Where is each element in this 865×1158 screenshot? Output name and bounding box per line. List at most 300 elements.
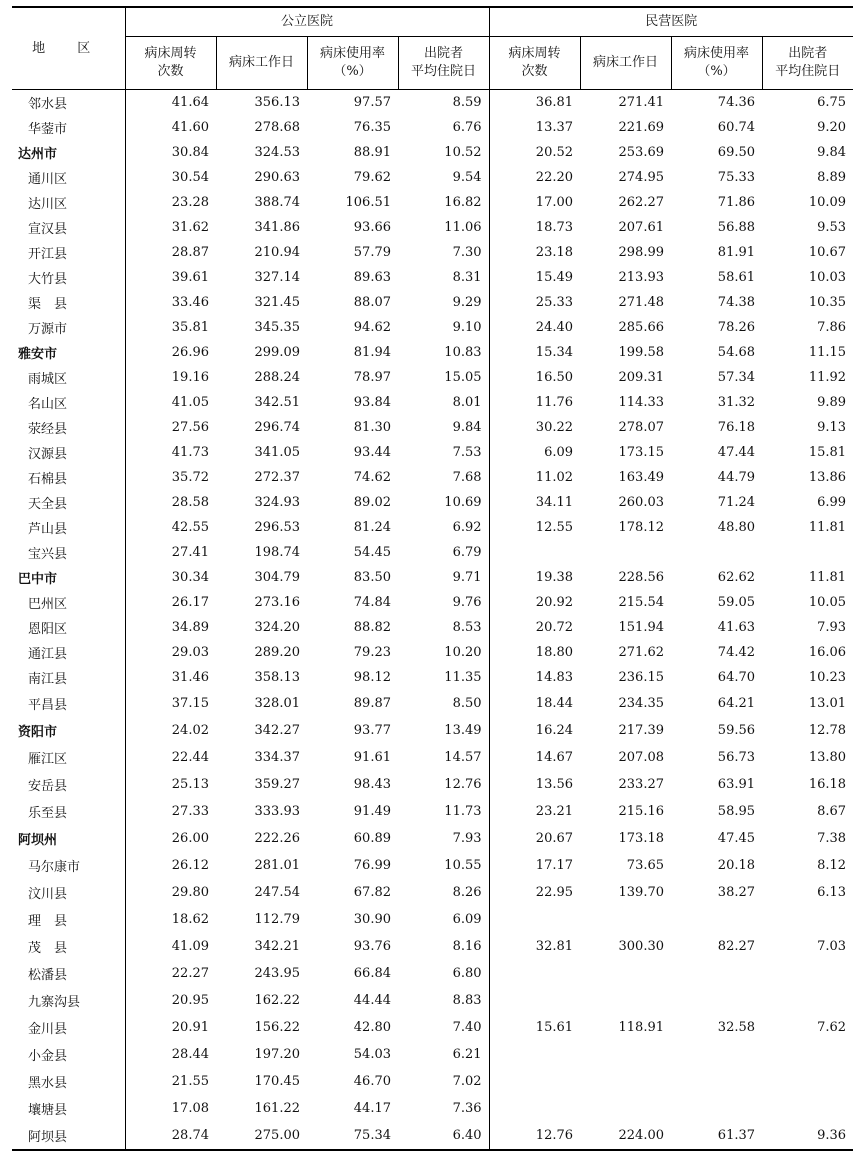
region-name: 马尔康市 [12, 852, 125, 879]
table-row [12, 987, 853, 1014]
private-value-cell: 9.84 [817, 145, 847, 160]
public-value-cell: 27.56 [171, 420, 209, 435]
private-value-cell [489, 987, 580, 1014]
region-name: 大竹县 [12, 265, 125, 290]
public-value-cell: 89.63 [353, 270, 391, 285]
private-value-cell: 34.11 [535, 495, 574, 510]
public-value-cell: 11.06 [398, 215, 489, 240]
public-value-cell: 304.79 [254, 570, 300, 585]
private-value-cell: 57.34 [717, 370, 756, 385]
private-value-cell: 215.16 [618, 804, 665, 819]
public-value-cell: 10.52 [398, 140, 489, 165]
public-value-cell: 81.30 [353, 420, 391, 435]
public-value-cell: 28.58 [171, 495, 209, 510]
public-value-cell: 30.84 [171, 145, 209, 160]
private-value-cell: 12.78 [808, 723, 847, 738]
public-value-cell: 76.35 [353, 120, 391, 135]
public-value-cell: 75.34 [307, 1122, 398, 1150]
public-value-cell: 6.80 [398, 960, 489, 987]
city-row [12, 340, 853, 365]
private-value-cell [580, 1095, 671, 1122]
table-row [12, 490, 853, 515]
public-value-cell: 15.05 [398, 365, 489, 390]
private-value-cell: 81.91 [717, 245, 756, 260]
private-value-cell [580, 960, 671, 987]
public-value-cell: 289.20 [254, 645, 300, 660]
table-row [12, 165, 853, 190]
private-value-cell: 300.30 [618, 939, 665, 954]
public-value-cell: 28.44 [171, 1047, 209, 1062]
private-value-cell: 6.99 [817, 495, 847, 510]
public-value-cell: 41.64 [171, 95, 209, 110]
table-row [12, 798, 853, 825]
private-value-cell [762, 1068, 853, 1095]
region-name: 宝兴县 [12, 540, 125, 565]
public-value-cell: 54.45 [353, 545, 391, 560]
private-value-cell: 173.18 [618, 831, 665, 846]
private-value-cell: 16.50 [535, 370, 574, 385]
public-value-cell: 30.90 [353, 912, 391, 927]
region-name: 阿坝县 [12, 1122, 125, 1150]
table-row [12, 390, 853, 415]
private-value-cell: 23.18 [535, 245, 574, 260]
public-value-cell: 74.62 [353, 470, 391, 485]
public-value-cell: 88.07 [353, 295, 391, 310]
private-value-cell: 20.52 [535, 145, 574, 160]
public-value-cell: 89.02 [353, 495, 391, 510]
public-value-cell: 9.54 [398, 165, 489, 190]
region-name: 渠 县 [12, 290, 125, 315]
private-value-cell [762, 1041, 853, 1068]
region-name: 安岳县 [12, 771, 125, 798]
private-value-cell: 234.35 [618, 696, 665, 711]
private-value-cell: 139.70 [618, 885, 665, 900]
private-value-cell: 6.75 [817, 95, 847, 110]
private-value-cell [671, 960, 762, 987]
public-value-cell: 247.54 [254, 885, 300, 900]
public-value-cell: 299.09 [254, 345, 300, 360]
public-value-cell: 9.71 [398, 565, 489, 590]
region-name: 华蓥市 [12, 115, 125, 140]
region-name: 通川区 [12, 165, 125, 190]
public-value-cell: 296.74 [254, 420, 300, 435]
col-header-turnover: 病床周转 次数 [125, 37, 216, 90]
public-value-cell: 27.33 [171, 804, 209, 819]
private-value-cell: 274.95 [618, 170, 665, 185]
private-value-cell: 48.80 [717, 520, 756, 535]
private-value-cell: 13.37 [535, 120, 574, 135]
private-value-cell: 74.42 [717, 645, 756, 660]
public-value-cell: 210.94 [254, 245, 300, 260]
private-value-cell: 32.58 [717, 1020, 756, 1035]
public-value-cell: 8.59 [398, 90, 489, 116]
private-value-cell: 44.79 [717, 470, 756, 485]
private-value-cell: 15.34 [535, 345, 574, 360]
private-value-cell [762, 906, 853, 933]
public-value-cell: 10.83 [398, 340, 489, 365]
public-value-cell: 44.44 [353, 993, 391, 1008]
public-value-cell: 27.41 [171, 545, 209, 560]
private-value-cell: 10.23 [808, 670, 847, 685]
public-value-cell: 35.72 [171, 470, 209, 485]
table-row [12, 615, 853, 640]
private-value-cell [671, 1068, 762, 1095]
public-value-cell: 41.60 [171, 120, 209, 135]
public-value-cell: 67.82 [353, 885, 391, 900]
region-name: 万源市 [12, 315, 125, 340]
table-row [12, 240, 853, 265]
table-row [12, 515, 853, 540]
private-value-cell: 298.99 [618, 245, 665, 260]
private-value-cell: 18.80 [535, 645, 574, 660]
private-value-cell: 11.81 [808, 520, 847, 535]
private-value-cell: 54.68 [717, 345, 756, 360]
table-row [12, 906, 853, 933]
private-value-cell: 114.33 [618, 395, 665, 410]
public-value-cell: 24.02 [171, 723, 209, 738]
public-value-cell: 342.21 [254, 939, 300, 954]
table-row [12, 852, 853, 879]
private-value-cell: 9.89 [817, 395, 847, 410]
private-value-cell: 73.65 [626, 858, 665, 873]
private-value-cell: 10.35 [808, 295, 847, 310]
public-value-cell: 39.61 [171, 270, 209, 285]
public-value-cell: 9.76 [398, 590, 489, 615]
public-value-cell: 11.35 [398, 665, 489, 690]
public-value-cell: 74.84 [353, 595, 391, 610]
region-name: 开江县 [12, 240, 125, 265]
public-value-cell: 98.12 [353, 670, 391, 685]
public-value-cell: 6.79 [398, 540, 489, 565]
private-value-cell: 9.20 [817, 120, 847, 135]
public-value-cell: 9.10 [398, 315, 489, 340]
table-row [12, 1041, 853, 1068]
private-value-cell [489, 906, 580, 933]
public-value-cell: 26.96 [171, 345, 209, 360]
public-value-cell: 91.49 [353, 804, 391, 819]
private-value-cell: 18.73 [535, 220, 574, 235]
private-value-cell: 209.31 [618, 370, 665, 385]
region-name: 宣汉县 [12, 215, 125, 240]
private-value-cell: 60.74 [717, 120, 756, 135]
public-hospital-header: 公立医院 [125, 7, 489, 37]
public-value-cell: 37.15 [171, 696, 209, 711]
public-value-cell: 334.37 [254, 750, 300, 765]
public-value-cell: 14.57 [398, 744, 489, 771]
private-value-cell: 38.27 [717, 885, 756, 900]
region-name: 通江县 [12, 640, 125, 665]
public-value-cell: 30.54 [171, 170, 209, 185]
private-value-cell: 12.55 [535, 520, 574, 535]
public-value-cell: 9.84 [398, 415, 489, 440]
private-value-cell: 71.86 [717, 195, 756, 210]
public-value-cell: 22.44 [171, 750, 209, 765]
private-value-cell [580, 987, 671, 1014]
public-value-cell: 93.66 [353, 220, 391, 235]
private-value-cell: 75.33 [717, 170, 756, 185]
col-header-workdays: 病床工作日 [580, 37, 671, 90]
private-value-cell: 32.81 [535, 939, 574, 954]
private-value-cell: 71.24 [717, 495, 756, 510]
table-row [12, 640, 853, 665]
private-value-cell: 47.44 [717, 445, 756, 460]
private-value-cell: 7.86 [817, 320, 847, 335]
private-value-cell [671, 987, 762, 1014]
private-value-cell: 11.92 [808, 370, 847, 385]
public-value-cell: 328.01 [254, 696, 300, 711]
private-value-cell: 20.92 [535, 595, 574, 610]
region-name: 名山区 [12, 390, 125, 415]
public-value-cell: 88.91 [353, 145, 391, 160]
private-value-cell: 262.27 [618, 195, 665, 210]
private-value-cell: 18.44 [535, 696, 574, 711]
public-value-cell: 16.82 [398, 190, 489, 215]
private-value-cell: 13.01 [808, 696, 847, 711]
private-value-cell: 15.49 [535, 270, 574, 285]
region-name: 南江县 [12, 665, 125, 690]
private-value-cell: 213.93 [618, 270, 665, 285]
public-value-cell: 388.74 [254, 195, 300, 210]
private-value-cell: 207.08 [618, 750, 665, 765]
private-value-cell: 13.56 [535, 777, 574, 792]
region-name: 理 县 [12, 906, 125, 933]
public-value-cell: 6.09 [398, 906, 489, 933]
private-value-cell: 11.81 [808, 570, 847, 585]
table-row [12, 190, 853, 215]
private-value-cell [671, 540, 762, 565]
private-value-cell: 14.67 [535, 750, 574, 765]
public-value-cell: 26.00 [171, 831, 209, 846]
public-value-cell: 288.24 [254, 370, 300, 385]
public-value-cell: 35.81 [171, 320, 209, 335]
public-value-cell: 161.22 [254, 1101, 300, 1116]
private-value-cell: 13.86 [808, 470, 847, 485]
private-value-cell: 278.07 [618, 420, 665, 435]
private-value-cell: 173.15 [618, 445, 665, 460]
region-name: 荥经县 [12, 415, 125, 440]
private-value-cell: 10.03 [808, 270, 847, 285]
public-value-cell: 7.36 [398, 1095, 489, 1122]
private-value-cell: 59.56 [717, 723, 756, 738]
private-value-cell: 31.32 [717, 395, 756, 410]
table-row [12, 540, 853, 565]
private-value-cell: 16.24 [535, 723, 574, 738]
header-sub-row [12, 37, 853, 90]
table-row [12, 265, 853, 290]
city-row [12, 825, 853, 852]
public-value-cell: 8.31 [398, 265, 489, 290]
city-row [12, 717, 853, 744]
private-value-cell [671, 1041, 762, 1068]
table-row [12, 590, 853, 615]
private-value-cell: 16.18 [808, 777, 847, 792]
private-value-cell: 20.72 [535, 620, 574, 635]
table-row [12, 365, 853, 390]
private-value-cell: 11.15 [808, 345, 847, 360]
region-name: 雨城区 [12, 365, 125, 390]
public-value-cell: 342.27 [254, 723, 300, 738]
public-value-cell: 106.51 [345, 195, 391, 210]
public-value-cell: 8.26 [398, 879, 489, 906]
public-value-cell: 93.77 [353, 723, 391, 738]
private-value-cell: 23.21 [535, 804, 574, 819]
public-value-cell: 41.09 [171, 939, 209, 954]
table-body [12, 90, 853, 1151]
table-row [12, 465, 853, 490]
public-value-cell: 13.49 [398, 717, 489, 744]
public-value-cell: 112.79 [254, 912, 300, 927]
public-value-cell: 6.76 [398, 115, 489, 140]
public-value-cell: 290.63 [254, 170, 300, 185]
public-value-cell: 26.12 [171, 858, 209, 873]
private-value-cell: 56.88 [717, 220, 756, 235]
table-row [12, 960, 853, 987]
region-name: 茂 县 [12, 933, 125, 960]
public-value-cell: 278.68 [254, 120, 300, 135]
private-hospital-header: 民营医院 [489, 7, 853, 37]
public-value-cell: 88.82 [353, 620, 391, 635]
public-value-cell: 42.80 [353, 1020, 391, 1035]
region-name: 石棉县 [12, 465, 125, 490]
public-value-cell: 91.61 [353, 750, 391, 765]
private-value-cell: 8.12 [817, 858, 847, 873]
private-value-cell [671, 1095, 762, 1122]
public-value-cell: 12.76 [398, 771, 489, 798]
private-value-cell: 19.38 [535, 570, 574, 585]
public-value-cell: 342.51 [254, 395, 300, 410]
private-value-cell: 8.89 [817, 170, 847, 185]
public-value-cell: 41.73 [171, 445, 209, 460]
public-value-cell: 296.53 [254, 520, 300, 535]
private-value-cell: 6.09 [544, 445, 574, 460]
region-name: 九寨沟县 [12, 987, 125, 1014]
col-header-usage-rate: 病床使用率 （%） [307, 37, 398, 90]
public-value-cell: 23.28 [171, 195, 209, 210]
private-value-cell: 78.26 [717, 320, 756, 335]
public-value-cell: 93.84 [353, 395, 391, 410]
table-row [12, 215, 853, 240]
public-value-cell: 272.37 [254, 470, 300, 485]
private-value-cell: 61.37 [671, 1122, 762, 1150]
private-value-cell: 16.06 [808, 645, 847, 660]
public-value-cell: 44.17 [353, 1101, 391, 1116]
table-row [12, 879, 853, 906]
private-value-cell: 74.36 [717, 95, 756, 110]
region-name: 小金县 [12, 1041, 125, 1068]
public-value-cell: 8.01 [398, 390, 489, 415]
public-value-cell: 170.45 [254, 1074, 300, 1089]
public-value-cell: 34.89 [171, 620, 209, 635]
region-name: 雁江区 [12, 744, 125, 771]
public-value-cell: 20.91 [171, 1020, 209, 1035]
private-value-cell [489, 1068, 580, 1095]
private-value-cell [489, 1095, 580, 1122]
region-name: 邻水县 [12, 90, 125, 116]
region-name: 乐至县 [12, 798, 125, 825]
public-value-cell: 8.16 [398, 933, 489, 960]
private-value-cell: 30.22 [535, 420, 574, 435]
private-value-cell: 10.09 [808, 195, 847, 210]
private-value-cell: 22.20 [535, 170, 574, 185]
private-value-cell: 62.62 [717, 570, 756, 585]
public-value-cell: 10.69 [398, 490, 489, 515]
table-row [12, 771, 853, 798]
private-value-cell: 36.81 [535, 95, 574, 110]
private-value-cell: 233.27 [618, 777, 665, 792]
public-value-cell: 162.22 [254, 993, 300, 1008]
public-value-cell: 356.13 [254, 95, 300, 110]
private-value-cell: 58.61 [717, 270, 756, 285]
public-value-cell: 359.27 [254, 777, 300, 792]
hospital-bed-stats-table [12, 6, 853, 1151]
private-value-cell: 15.81 [808, 445, 847, 460]
private-value-cell: 217.39 [618, 723, 665, 738]
private-value-cell [489, 960, 580, 987]
city-row [12, 565, 853, 590]
public-value-cell: 6.21 [398, 1041, 489, 1068]
region-name: 巴州区 [12, 590, 125, 615]
public-value-cell: 42.55 [171, 520, 209, 535]
public-value-cell: 281.01 [254, 858, 300, 873]
private-value-cell: 271.48 [618, 295, 665, 310]
private-value-cell [580, 540, 671, 565]
private-value-cell: 17.00 [535, 195, 574, 210]
private-value-cell: 63.91 [717, 777, 756, 792]
public-value-cell: 93.44 [353, 445, 391, 460]
private-value-cell: 24.40 [535, 320, 574, 335]
public-value-cell: 41.05 [171, 395, 209, 410]
public-value-cell: 97.57 [353, 95, 391, 110]
region-name: 达川区 [12, 190, 125, 215]
private-value-cell: 178.12 [618, 520, 665, 535]
table-row [12, 415, 853, 440]
private-value-cell: 22.95 [535, 885, 574, 900]
public-value-cell: 28.74 [125, 1122, 216, 1150]
region-name: 雅安市 [12, 340, 125, 365]
private-value-cell: 74.38 [717, 295, 756, 310]
private-value-cell: 56.73 [717, 750, 756, 765]
public-value-cell: 327.14 [254, 270, 300, 285]
table-row [12, 1014, 853, 1041]
private-value-cell: 215.54 [618, 595, 665, 610]
private-value-cell: 59.05 [717, 595, 756, 610]
public-value-cell: 29.80 [171, 885, 209, 900]
public-value-cell: 8.53 [398, 615, 489, 640]
public-value-cell: 57.79 [353, 245, 391, 260]
private-value-cell: 236.15 [618, 670, 665, 685]
private-value-cell: 260.03 [618, 495, 665, 510]
private-value-cell: 20.67 [535, 831, 574, 846]
region-name: 黑水县 [12, 1068, 125, 1095]
public-value-cell: 22.27 [171, 966, 209, 981]
public-value-cell: 17.08 [171, 1101, 209, 1116]
private-value-cell: 41.63 [717, 620, 756, 635]
private-value-cell [489, 1041, 580, 1068]
private-value-cell [762, 987, 853, 1014]
private-value-cell: 221.69 [618, 120, 665, 135]
city-row [12, 140, 853, 165]
public-value-cell: 6.40 [398, 1122, 489, 1150]
public-value-cell: 81.94 [353, 345, 391, 360]
private-value-cell: 15.61 [535, 1020, 574, 1035]
header-group-row [12, 7, 853, 37]
public-value-cell: 10.20 [398, 640, 489, 665]
public-value-cell: 46.70 [353, 1074, 391, 1089]
region-name: 巴中市 [12, 565, 125, 590]
public-value-cell: 6.92 [398, 515, 489, 540]
private-value-cell: 11.76 [535, 395, 574, 410]
public-value-cell: 341.05 [254, 445, 300, 460]
